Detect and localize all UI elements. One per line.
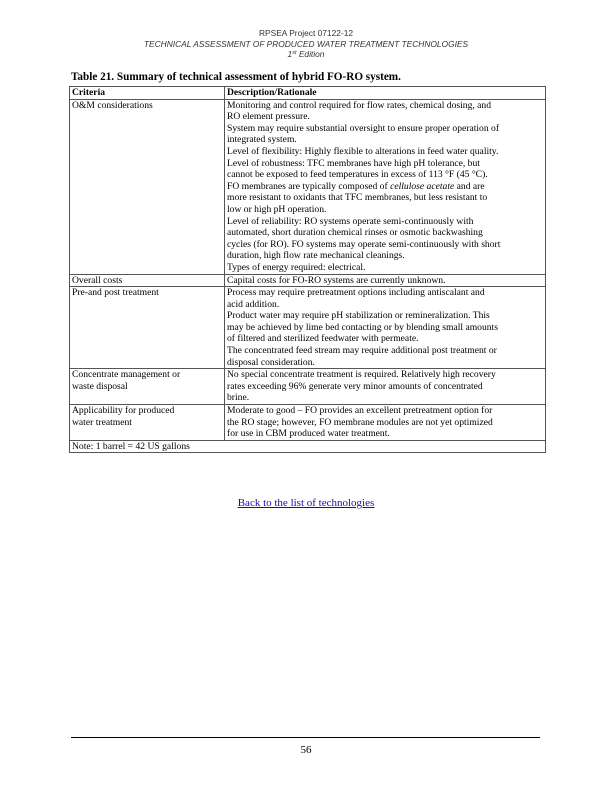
assessment-table: [69, 86, 546, 453]
table-row: [70, 405, 546, 441]
header-title: TECHNICAL ASSESSMENT OF PRODUCED WATER TREATMENT TECHNOLOGIES: [143, 39, 469, 49]
italic-term: cellulose acetate: [390, 180, 455, 192]
edition-superscript: st: [292, 50, 297, 56]
description-cell: No special concentrate treatment is required. Relatively high recovery rates exceeding 96% generate very minor amounts of concentrated brine.: [225, 369, 546, 405]
header-project: RPSEA Project 07122-12: [258, 28, 354, 38]
table-header-row: [70, 87, 546, 100]
header-edition: 1st Edition: [287, 49, 325, 59]
table-note-row: [70, 440, 546, 453]
criteria-cell: Pre-and post treatment: [70, 287, 225, 369]
table-note: Note: 1 barrel = 42 US gallons: [70, 440, 546, 453]
back-to-technologies-link[interactable]: Back to the list of technologies: [237, 497, 375, 509]
description-cell: Process may require pretreatment options including antiscalant and acid addition. Product water may require pH stabilization or remineralization. This may be achieved by lime bed contacting or by blending small amounts of filtered and sterilized feedwater with permeate. The concentrated feed stream may require additional post treatment or disposal consideration.: [225, 287, 546, 369]
column-header-criteria: Criteria: [70, 87, 225, 100]
table-row: [70, 287, 546, 369]
column-header-description: Description/Rationale: [225, 87, 546, 100]
description-cell: Capital costs for FO-RO systems are currently unknown.: [225, 274, 546, 287]
criteria-cell: O&M considerations: [70, 99, 225, 274]
table-row: [70, 274, 546, 287]
criteria-cell: Applicability for produced water treatment: [70, 405, 225, 441]
description-cell: Moderate to good – FO provides an excellent pretreatment option for the RO stage; however, FO membrane modules are not yet optimized for use in CBM produced water treatment.: [225, 405, 546, 441]
table-caption: Table 21. Summary of technical assessment of hybrid FO-RO system.: [71, 71, 401, 83]
description-cell: Monitoring and control required for flow rates, chemical dosing, and RO element pressure. System may require substantial oversight to ensure proper operation of integrated system. Level of flexibility: Highly flexible to alterations in feed water quality. Level of robustness: TFC membranes have high pH tolerance, but cannot be exposed to feed temperatures in excess of 113 °F (45 °C). FO membranes are typically composed of cellulose acetate and are more resistant to oxidants that TFC membranes, but less resistant to low or high pH operation. Level of reliability: RO systems operate semi-continuously with automated, short duration chemical rinses or osmotic backwashing cycles (for RO). FO systems may operate semi-continuously with short duration, high flow rate mechanical cleanings. Types of energy required: electrical.: [225, 99, 546, 274]
criteria-cell: Overall costs: [70, 274, 225, 287]
table-row: [70, 99, 546, 274]
table-row: [70, 369, 546, 405]
footer-divider: [71, 737, 540, 738]
page-number: 56: [300, 744, 312, 756]
criteria-cell: Concentrate management or waste disposal: [70, 369, 225, 405]
